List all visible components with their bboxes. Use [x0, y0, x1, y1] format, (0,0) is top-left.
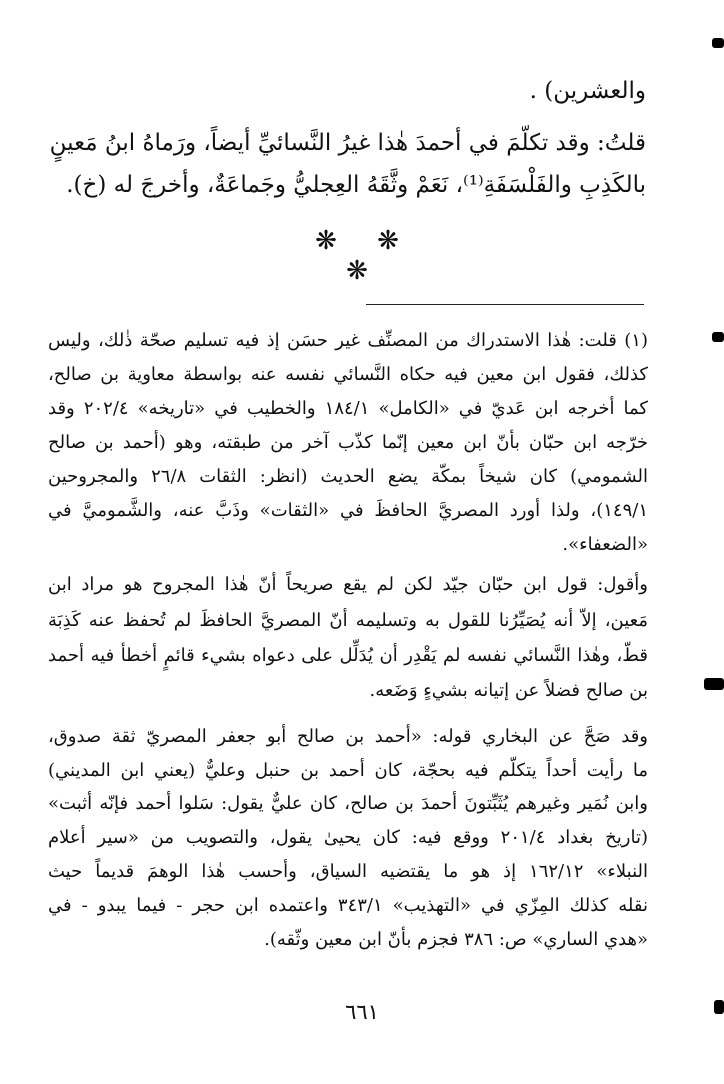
- section-separator: ❋ ❋ ❋: [315, 226, 415, 286]
- scan-edge-mark: [704, 678, 724, 690]
- footnote-line-9: مَعين، إلاّ أنه يُصَيِّرُنا للقول به وتسليمه أنّ المصريَّ الحافظَ لم تُحفظ عنه كَذِبَة: [48, 610, 648, 631]
- footnote-line-14: وابن نُمَير وغيرهم يُثَبِّتونَ أحمدَ بن صالح، كان عليٌّ يقول: سَلوا أحمد فإنّه أثبت»: [48, 793, 648, 814]
- main-text-line-2: قلتُ: وقد تكلّمَ في أحمدَ هٰذا غيرُ النَّسائيِّ أيضاً، ورَماهُ ابنُ مَعينٍ: [49, 130, 646, 156]
- footnote-line-17: نقله كذلك المِزّي في «التهذيب» ٣٤٣/١ واعتمده ابن حجر - فيما يبدو - في: [48, 895, 648, 916]
- footnote-line-6: ١٤٩/١)، ولذا أورد المصريَّ الحافظَ في «الثقات» وذَبَّ عنه، والشَّموميَّ في: [48, 500, 648, 521]
- footnote-line-16: النبلاء» ١٦٢/١٢ إذ هو ما يقتضيه السياق، وأحسب هٰذا الوهمَ قديماً حيث: [48, 861, 648, 882]
- footnote-divider: [366, 304, 644, 305]
- footnote-line-3: كما أخرجه ابن عَديّ في «الكامل» ١٨٤/١ والخطيب في «تاريخه» ٢٠٢/٤ وقد: [48, 398, 649, 419]
- footnote-line-4: خرّجه ابن حبّان بأنّ ابن معين إنّما كذّب آخر من طبقته، وهو (أحمد بن صالح: [48, 432, 648, 453]
- footnote-line-10: قطّ، وهٰذا النَّسائي نفسه لم يَقْدِر أن يُدَلِّل على دعواه بشيء قائمٍ أخطأ فيه أحمد: [48, 645, 648, 666]
- footnote-line-7: «الضعفاء».: [562, 534, 648, 555]
- scan-edge-mark: [712, 332, 724, 342]
- footnote-line-1: (١) قلت: هٰذا الاستدراك من المصنِّف غير حسَن إذ فيه تسليم صحّة ذٰلك، وليس: [48, 330, 648, 351]
- footnote-line-15: (تاريخ بغداد ٢٠١/٤ ووقع فيه: كان يحيىٰ يقول، والتصويب من «سير أعلام: [48, 827, 648, 848]
- footnote-line-2: كذلك، فقول ابن معين فيه حكاه النَّسائي نفسه عنه بواسطة معاوية بن صالح،: [48, 364, 648, 385]
- scan-edge-mark: [712, 38, 724, 48]
- main-text-line-3: بالكَذِبِ والفَلْسَفَةِ⁽¹⁾، نَعَمْ وثَّقَهُ العِجليُّ وجَماعَةٌ، وأخرجَ له (خ).: [66, 172, 646, 198]
- footnote-line-12: وقد صَحَّ عن البخاري قوله: «أحمد بن صالح أبو جعفر المصريّ ثقة صدوق،: [48, 726, 648, 747]
- footnote-line-18: «هدي الساري» ص: ٣٨٦ فجزم بأنّ ابن معين وثّقه).: [264, 929, 648, 950]
- main-text-line-1: والعشرين) .: [529, 78, 646, 104]
- page-number: ٦٦١: [345, 1000, 379, 1024]
- footnote-line-11: بن صالح فضلاً عن إتيانه بشيءٍ وَضَعه.: [369, 680, 648, 701]
- footnote-line-13: ما رأيت أحداً يتكلّم فيه بحجّة، كان أحمد بن حنبل وعليٌّ (يعني ابن المديني): [48, 760, 648, 781]
- footnote-line-8: وأقول: قول ابن حبّان جيّد لكن لم يقع صريحاً أنّ هٰذا المجروح هو مراد ابن: [48, 574, 648, 595]
- footnote-line-5: الشمومي) كان شيخاً بمكّة يضع الحديث (انظر: الثقات ٢٦/٨ والمجروحين: [48, 466, 648, 487]
- scan-edge-mark: [714, 1000, 724, 1014]
